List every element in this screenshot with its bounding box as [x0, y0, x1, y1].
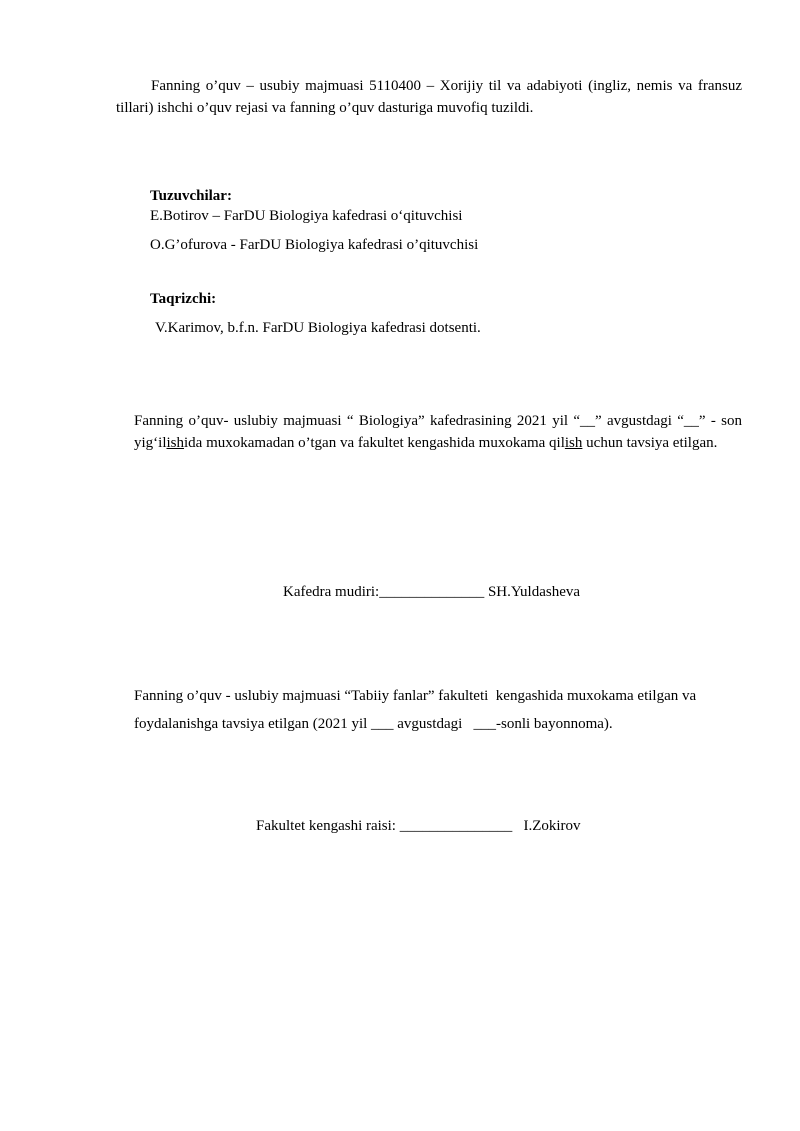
- faculty-approval-paragraph: [134, 685, 744, 735]
- authors-heading: Tuzuvchilar:: [150, 188, 232, 204]
- department-approval-paragraph: [134, 410, 742, 454]
- reviewer-section: [150, 289, 750, 339]
- dept-approval-text-2: ida muxokamadan o’tgan va fakultet kengashida muxokama qil: [184, 435, 565, 451]
- dept-approval-text-1: Fanning o’quv- uslubiy majmuasi “ Biologiya” kafedrasining 2021 yil “__” avgustdagi “__” - son yig‘il: [134, 413, 742, 451]
- reviewer-heading: Taqrizchi:: [150, 291, 217, 307]
- faculty-chair-signature-line: Fakultet kengashi raisi: _______________ I.Zokirov: [256, 818, 581, 834]
- department-head-signature-line: Kafedra mudiri:______________ SH.Yuldasheva: [283, 584, 581, 600]
- intro-text: Fanning o’quv – usubiy majmuasi 5110400 – Xorijiy til va adabiyoti (ingliz, nemis va fransuz tillari) ishchi o’quv rejasi va fanning o’quv dasturiga muvofiq tuzildi.: [116, 78, 742, 116]
- authors-section: [150, 186, 750, 255]
- author-line-1: E.Botirov – FarDU Biologiya kafedrasi o‘qituvchisi: [150, 208, 463, 224]
- faculty-approval-line-1: Fanning o’quv - uslubiy majmuasi “Tabiiy fanlar” fakulteti kengashida muxokama etilgan va: [134, 688, 697, 704]
- reviewer-name: V.Karimov, b.f.n. FarDU Biologiya kafedrasi dotsenti.: [155, 320, 481, 336]
- faculty-approval-line-2: foydalanishga tavsiya etilgan (2021 yil ___ avgustdagi ___-sonli bayonnoma).: [134, 716, 613, 732]
- author-line-2: O.G’ofurova - FarDU Biologiya kafedrasi o’qituvchisi: [150, 237, 479, 253]
- dept-approval-underline-2: ish: [564, 435, 583, 451]
- dept-approval-underline-1: ish: [166, 435, 185, 451]
- intro-paragraph: [116, 75, 742, 119]
- dept-approval-text-3: uchun tavsiya etilgan.: [582, 435, 718, 451]
